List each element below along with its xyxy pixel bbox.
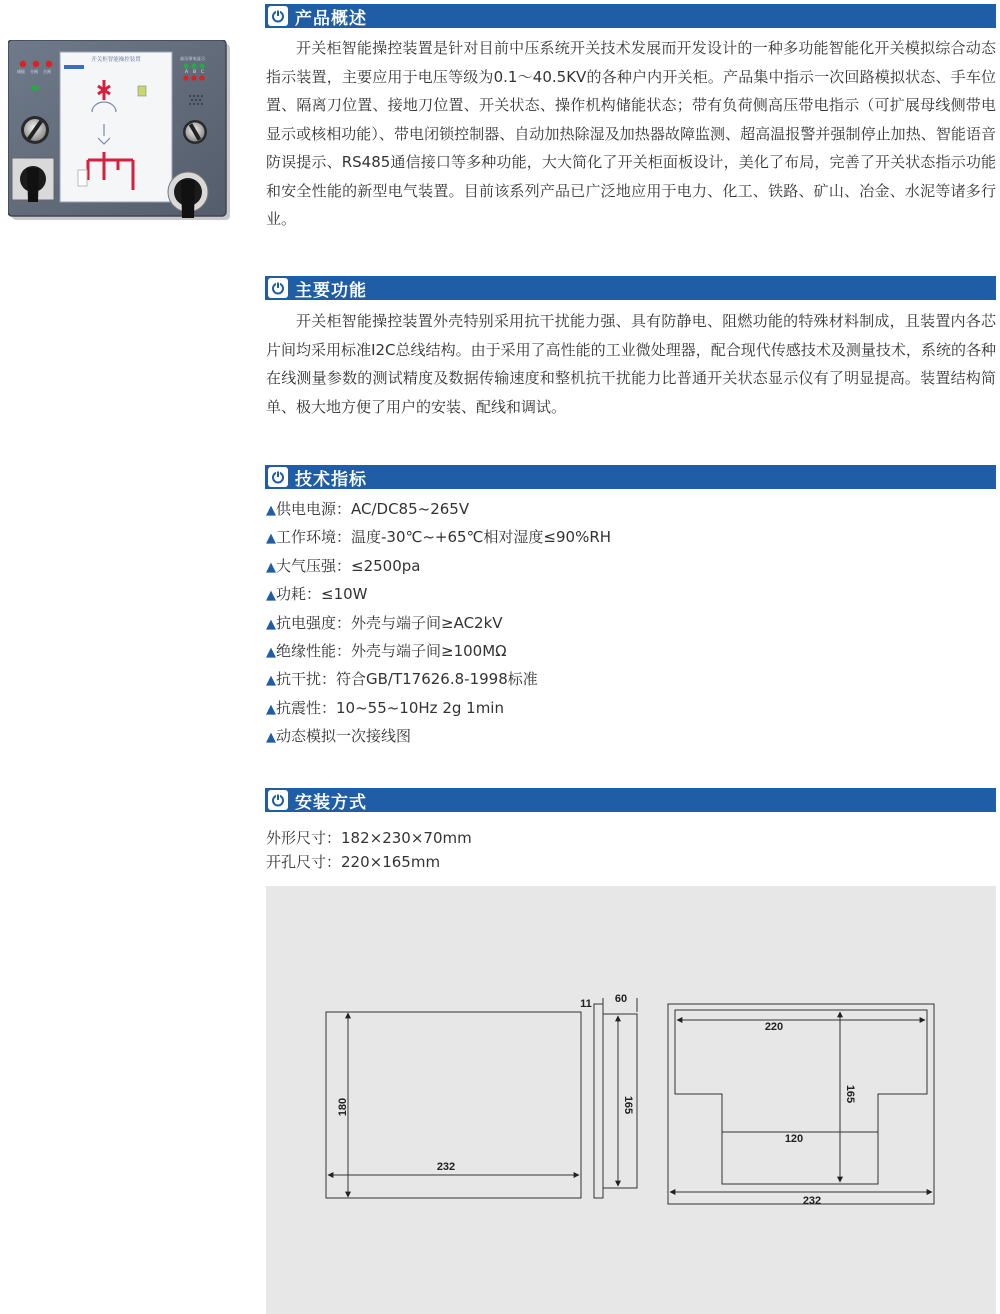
- section-title: 技术指标: [295, 469, 367, 490]
- triangle-bullet-icon: ▲: [266, 503, 276, 518]
- spec-item: [266, 552, 611, 580]
- cutout-notch-width-label: 120: [784, 1133, 804, 1145]
- section-header-install: [265, 788, 996, 812]
- spec-item: [266, 495, 611, 523]
- section-title: 主要功能: [295, 280, 367, 301]
- left-knob: [21, 116, 49, 144]
- cutout-height-label: 165: [844, 1084, 856, 1104]
- triangle-bullet-icon: ▲: [266, 531, 276, 547]
- power-icon: [268, 790, 288, 810]
- spec-text: 动态模拟一次接线图: [276, 727, 412, 746]
- phase-a-label: A: [185, 70, 189, 75]
- spec-text: 大气压强：≤2500pa: [276, 556, 421, 575]
- side-lip-label: 11: [580, 998, 592, 1010]
- left-selector-switch: [12, 158, 54, 202]
- spec-item: [266, 580, 611, 608]
- spec-item: [266, 637, 611, 665]
- spec-text: 抗震性：10~55~10Hz 2g 1min: [276, 698, 504, 717]
- spec-item: [266, 722, 611, 750]
- spec-text: 供电电源：AC/DC85~265V: [276, 500, 470, 518]
- phase-c-label: C: [201, 70, 205, 75]
- dimension-drawing-panel: [266, 886, 996, 1314]
- phase-b-label: B: [193, 70, 197, 75]
- triangle-bullet-icon: ▲: [266, 559, 276, 575]
- cutout-shape: [675, 1010, 927, 1184]
- spec-text: 绝缘性能：外壳与端子间≥100MΩ: [276, 641, 507, 660]
- power-icon: [268, 467, 288, 487]
- section-title: 安装方式: [295, 792, 367, 813]
- section-header-functions: [265, 276, 996, 300]
- front-height-label: 180: [337, 1097, 349, 1117]
- spec-item: [266, 665, 611, 693]
- right-small-knob: [183, 120, 207, 144]
- section-title: 产品概述: [295, 8, 367, 29]
- triangle-bullet-icon: ▲: [266, 644, 276, 660]
- screen-title: 开关柜智能操控装置: [91, 57, 141, 63]
- spec-text: 工作环境：温度-30℃~+65℃相对湿度≤90%RH: [276, 528, 612, 547]
- spec-item: [266, 523, 611, 551]
- led-label: 储能: [17, 69, 25, 74]
- side-depth-label: 60: [614, 993, 628, 1005]
- outline-dimensions: 外形尺寸：182×230×70mm: [266, 829, 472, 847]
- power-icon: [268, 278, 288, 298]
- cutout-dimensions: 开孔尺寸：220×165mm: [266, 853, 441, 871]
- triangle-bullet-icon: ▲: [266, 588, 276, 604]
- spec-text: 抗干扰：符合GB/T17626.8-1998标准: [276, 670, 538, 689]
- front-width-label: 232: [436, 1161, 456, 1173]
- triangle-bullet-icon: ▲: [266, 701, 276, 717]
- section-header-overview: [265, 4, 996, 28]
- led-label: 合闸: [43, 69, 51, 74]
- side-height-label: 165: [622, 1095, 634, 1115]
- overview-paragraph: 开关柜智能操控装置是针对目前中压系统开关技术发展而开发设计的一种多功能智能化开关模拟综合动态指示装置，主要应用于电压等级为0.1～40.5KV的各种户内开关柜。产品集中指示一次回路模拟状态、手车位置、隔离刀位置、接地刀位置、开关状态、操作机构储能状态；带有负荷侧高压带电指示（可扩展母线侧带电显示或核相功能）、带电闭锁控制器、自动加热除湿及加热器故障监测、超高温报警并强制停止加热、智能语音防误提示、RS485通信接口等多种功能，大大简化了开关柜面板设计，美化了布局，完善了开关状态指示功能和安全性能的新型电气装置。目前该系列产品已广泛地应用于电力、化工、铁路、矿山、冶金、水泥等诸多行业。: [266, 39, 996, 228]
- right-panel-label: 高压带电显示: [180, 56, 206, 61]
- spec-item: [266, 609, 611, 637]
- section-header-specs: [265, 465, 996, 489]
- spec-list: [266, 495, 611, 751]
- cutout-view-frame: [668, 1004, 934, 1204]
- power-icon: [268, 6, 288, 26]
- triangle-bullet-icon: ▲: [266, 730, 276, 746]
- triangle-bullet-icon: ▲: [266, 673, 276, 689]
- spec-text: 抗电强度：外壳与端子间≥AC2kV: [276, 613, 503, 632]
- triangle-bullet-icon: ▲: [266, 616, 276, 632]
- cutout-top-width-label: 220: [764, 1021, 784, 1033]
- functions-paragraph: 开关柜智能操控装置外壳特别采用抗干扰能力强、具有防静电、阻燃功能的特殊材料制成，且装置内各芯片间均采用标准I2C总线结构。由于采用了高性能的工业微处理器，配合现代传感技术及测量技术，系统的各种在线测量参数的测试精度及数据传输速度和整机抗干扰能力比普通开关状态显示仪有了明显提高。装置结构简单、极大地方便了用户的安装、配线和调试。: [266, 312, 996, 416]
- device-image: [8, 40, 230, 226]
- spec-item: [266, 694, 611, 722]
- cutout-overall-width-label: 232: [802, 1195, 822, 1207]
- spec-text: 功耗：≤10W: [276, 585, 368, 604]
- side-view-flange: [594, 1004, 603, 1198]
- led-label: 分闸: [30, 69, 38, 74]
